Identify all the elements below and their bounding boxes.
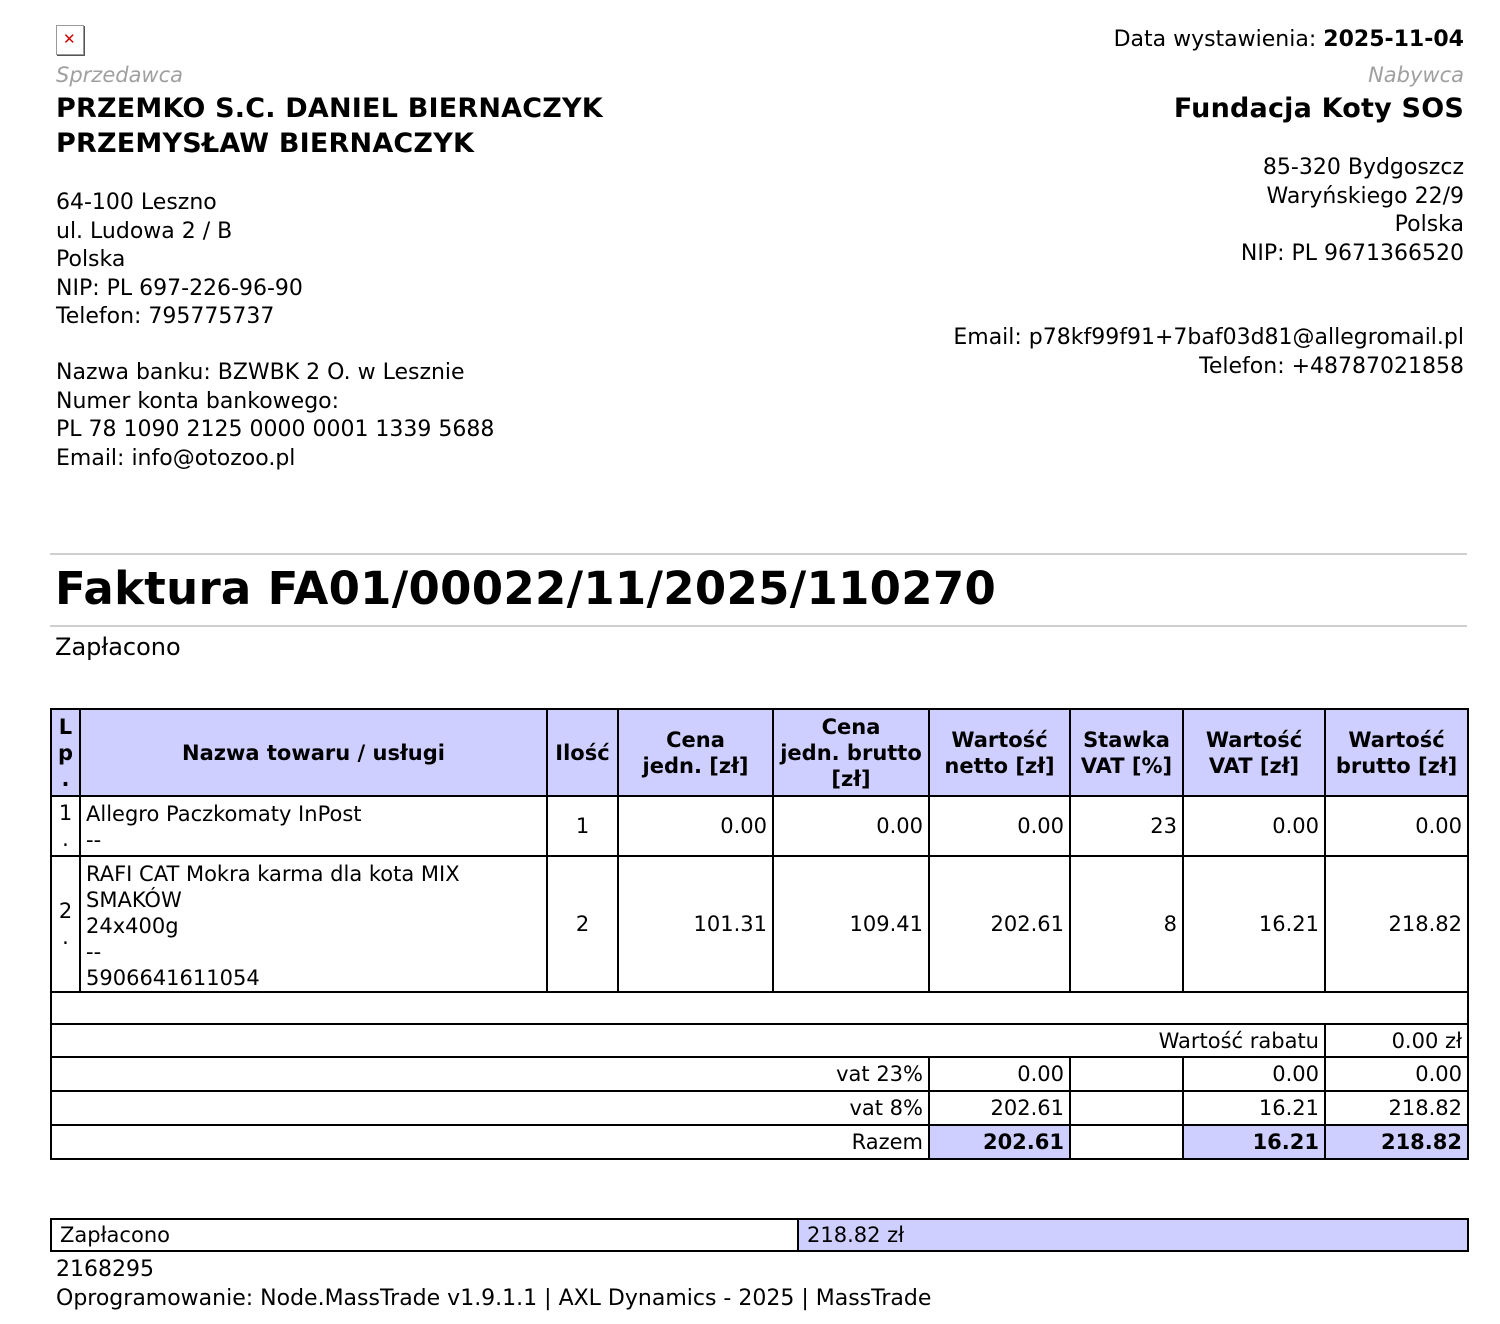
footer-id: 2168295 bbox=[56, 1257, 154, 1282]
vat-summary-row bbox=[51, 1057, 1468, 1091]
broken-image-icon: ✕ bbox=[63, 30, 76, 48]
item-name: RAFI CAT Mokra karma dla kota MIX SMAKÓW 24x400g -- 5906641611054 bbox=[80, 856, 547, 992]
item-unit-gross: 109.41 bbox=[773, 856, 929, 992]
items-table bbox=[50, 708, 1469, 1160]
vat-summary-vat: 16.21 bbox=[1183, 1091, 1325, 1125]
paid-label: Zapłacono bbox=[51, 1219, 798, 1251]
col-header-unit-net: Cena jedn. [zł] bbox=[618, 709, 773, 796]
item-qty: 1 bbox=[547, 796, 618, 856]
vat-summary-gross: 0.00 bbox=[1325, 1057, 1468, 1091]
footer-software: Oprogramowanie: Node.MassTrade v1.9.1.1 | AXL Dynamics - 2025 | MassTrade bbox=[56, 1285, 932, 1311]
spacer-row bbox=[51, 992, 1468, 1024]
vat-summary-net: 202.61 bbox=[929, 1091, 1070, 1125]
paid-value: 218.82 zł bbox=[798, 1219, 1468, 1251]
table-row: 2 . RAFI CAT Mokra karma dla kota MIX SMAKÓW 24x400g -- 5906641611054 2 101.31 109.41 202.61 8 16.21 218.82 bbox=[51, 856, 1468, 992]
col-header-net-value: Wartość netto [zł] bbox=[929, 709, 1070, 796]
buyer-name: Fundacja Koty SOS bbox=[1173, 93, 1464, 124]
title-rule-bottom bbox=[50, 625, 1467, 627]
col-header-vat-value: Wartość VAT [zł] bbox=[1183, 709, 1325, 796]
item-net-value: 0.00 bbox=[929, 796, 1070, 856]
table-header-row bbox=[51, 709, 1468, 796]
vat-summary-label: vat 8% bbox=[51, 1091, 929, 1125]
vat-summary-row bbox=[51, 1091, 1468, 1125]
col-header-lp: L p . bbox=[51, 709, 80, 796]
buyer-address: 85-320 Bydgoszcz Waryńskiego 22/9 Polska NIP: PL 9671366520 bbox=[1240, 155, 1464, 266]
col-header-name: Nazwa towaru / usługi bbox=[80, 709, 547, 796]
vat-summary-net: 0.00 bbox=[929, 1057, 1070, 1091]
col-header-gross-value: Wartość brutto [zł] bbox=[1325, 709, 1468, 796]
footer bbox=[56, 1256, 931, 1313]
item-vat-value: 0.00 bbox=[1183, 796, 1325, 856]
item-unit-net: 101.31 bbox=[618, 856, 773, 992]
item-unit-net: 0.00 bbox=[618, 796, 773, 856]
paid-box bbox=[50, 1218, 1469, 1252]
invoice-status: Zapłacono bbox=[55, 633, 181, 661]
issue-date bbox=[1114, 26, 1464, 55]
total-gross: 218.82 bbox=[1325, 1125, 1468, 1159]
col-header-vat-rate: Stawka VAT [%] bbox=[1070, 709, 1183, 796]
vat-summary-vat: 0.00 bbox=[1183, 1057, 1325, 1091]
discount-value: 0.00 zł bbox=[1325, 1024, 1468, 1057]
vat-summary-label: vat 23% bbox=[51, 1057, 929, 1091]
item-vat-value: 16.21 bbox=[1183, 856, 1325, 992]
total-row bbox=[51, 1125, 1468, 1159]
invoice-title: Faktura FA01/00022/11/2025/110270 bbox=[55, 562, 997, 615]
item-gross-value: 218.82 bbox=[1325, 856, 1468, 992]
seller-address: 64-100 Leszno ul. Ludowa 2 / B Polska NIP: PL 697-226-96-90 Telefon: 795775737 bbox=[56, 190, 303, 329]
col-header-qty: Ilość bbox=[547, 709, 618, 796]
total-label: Razem bbox=[51, 1125, 929, 1159]
item-gross-value: 0.00 bbox=[1325, 796, 1468, 856]
col-header-unit-gross: Cena jedn. brutto [zł] bbox=[773, 709, 929, 796]
seller-name: PRZEMKO S.C. DANIEL BIERNACZYK PRZEMYSŁAW BIERNACZYK bbox=[56, 93, 603, 159]
discount-row bbox=[51, 1024, 1468, 1057]
item-unit-gross: 0.00 bbox=[773, 796, 929, 856]
table-row: 1 . Allegro Paczkomaty InPost -- 1 0.00 0.00 0.00 23 0.00 0.00 bbox=[51, 796, 1468, 856]
issue-date-label: Data wystawienia: bbox=[1113, 27, 1317, 52]
seller-bank: Nazwa banku: BZWBK 2 O. w Lesznie Numer konta bankowego: PL 78 1090 2125 0000 0001 1339 5688 Email: info@otozoo.pl bbox=[56, 360, 495, 471]
title-rule-top bbox=[50, 553, 1467, 555]
issue-date-value: 2025-11-04 bbox=[1323, 27, 1464, 52]
total-net: 202.61 bbox=[929, 1125, 1070, 1159]
seller-label: Sprzedawca bbox=[56, 63, 184, 87]
item-qty: 2 bbox=[547, 856, 618, 992]
total-vat: 16.21 bbox=[1183, 1125, 1325, 1159]
buyer-label: Nabywca bbox=[1368, 63, 1464, 87]
item-name: Allegro Paczkomaty InPost -- bbox=[80, 796, 547, 856]
buyer-contact: Email: p78kf99f91+7baf03d81@allegromail.pl Telefon: +48787021858 bbox=[953, 325, 1464, 379]
item-vat-rate: 23 bbox=[1070, 796, 1183, 856]
discount-label: Wartość rabatu bbox=[51, 1024, 1325, 1057]
item-vat-rate: 8 bbox=[1070, 856, 1183, 992]
vat-summary-gross: 218.82 bbox=[1325, 1091, 1468, 1125]
item-net-value: 202.61 bbox=[929, 856, 1070, 992]
logo-placeholder bbox=[56, 25, 84, 55]
